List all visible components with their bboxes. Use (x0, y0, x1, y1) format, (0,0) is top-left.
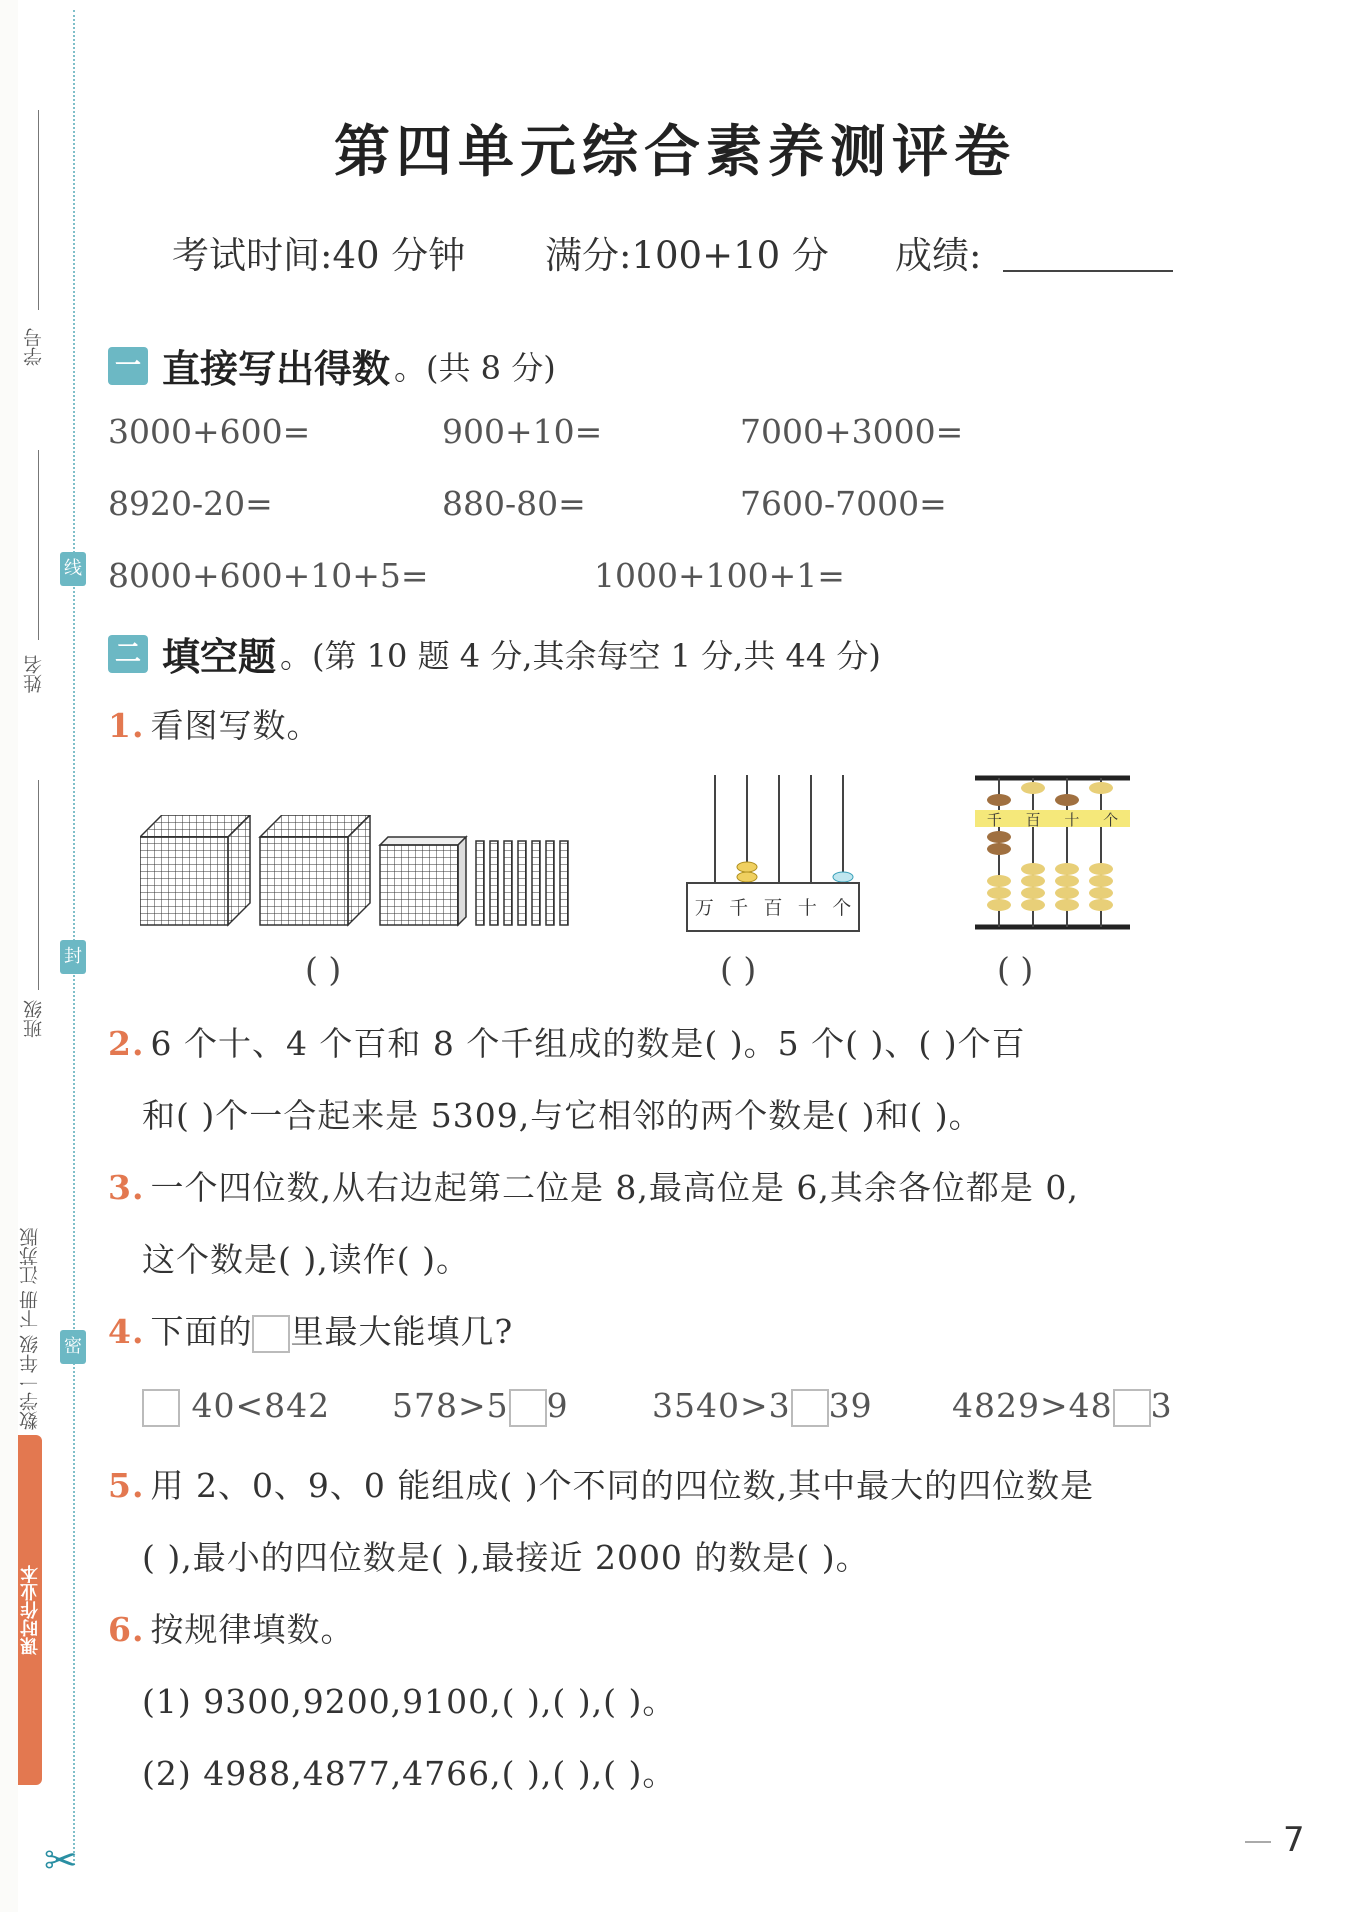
abacus (975, 775, 1130, 935)
q4-item-pre: 4829>48 (952, 1386, 1113, 1425)
answer-box[interactable] (142, 1389, 180, 1427)
question-1 (108, 700, 320, 747)
place-label: 千 (986, 811, 1002, 829)
series-name: 课时作业本 (20, 1565, 41, 1655)
place-label: 千 (729, 897, 749, 919)
section1-title: 直接写出得数 (162, 346, 391, 391)
scissors-icon: ✂ (44, 1838, 78, 1884)
name-line (38, 450, 39, 640)
question-5-line-2: ( ),最小的四位数是( ),最接近 2000 的数是( )。 (142, 1538, 870, 1577)
question-text: 按规律填数。 (150, 1610, 355, 1649)
place-label: 个 (1103, 811, 1119, 829)
calc-item: 7600-7000= (740, 484, 947, 523)
place-label: 百 (763, 897, 783, 919)
calc-item: 8920-20= (108, 484, 273, 523)
q4-item (652, 1386, 873, 1427)
answer-box[interactable] (509, 1389, 547, 1427)
place-label: 万 (694, 897, 714, 919)
calc-item: 1000+100+1= (594, 556, 845, 595)
calc-item: 7000+3000= (740, 412, 964, 451)
calc-item: 3000+600= (108, 412, 311, 451)
question-text: 里最大能填几? (290, 1312, 514, 1351)
section2-number: 二 (108, 635, 148, 673)
question-number: 4. (108, 1312, 145, 1351)
thousand-cube (140, 815, 250, 925)
base-ten-blocks (140, 815, 580, 935)
question-number: 3. (108, 1168, 145, 1207)
seal-word-line: 线 (60, 552, 86, 586)
counting-frame (685, 775, 865, 935)
answer-box[interactable] (791, 1389, 829, 1427)
question-text: 下面的 (150, 1312, 253, 1351)
class-label: 班级 (23, 1000, 45, 1038)
q4-item-post: 40<842 (191, 1386, 331, 1425)
question-3-line-2: 这个数是( ),读作( )。 (142, 1240, 470, 1279)
question-3-line-1 (108, 1162, 1079, 1209)
page-number: 7 (1245, 1820, 1305, 1860)
section1-heading (108, 338, 556, 393)
bead (833, 872, 853, 882)
place-label: 十 (797, 897, 817, 919)
score-blank[interactable] (1003, 270, 1173, 272)
question-number: 6. (108, 1610, 145, 1649)
q4-item-post: 9 (546, 1386, 569, 1425)
question-2-line-2: 和( )个一合起来是 5309,与它相邻的两个数是( )和( )。 (142, 1096, 983, 1135)
page-title: 第四单元综合素养测评卷 (334, 119, 1016, 185)
seal-word-secret: 密 (60, 1330, 86, 1364)
answer-blank[interactable]: ( ) (997, 950, 1034, 989)
answer-blank[interactable]: ( ) (720, 950, 757, 989)
question-text: 6 个十、4 个百和 8 个千组成的数是( )。5 个( )、( )个百 (150, 1024, 1026, 1063)
question-number: 2. (108, 1024, 145, 1063)
question-text: 看图写数。 (150, 706, 321, 745)
q4-item (952, 1386, 1173, 1427)
sample-box (252, 1315, 290, 1353)
q4-item-pre: 3540>3 (652, 1386, 791, 1425)
q4-item (392, 1386, 569, 1427)
question-4 (108, 1306, 513, 1353)
q4-item-post: 3 (1150, 1386, 1173, 1425)
question-6-part-1: (1) 9300,9200,9100,( ),( ),( )。 (142, 1682, 677, 1721)
answer-blank[interactable]: ( ) (305, 950, 342, 989)
question-6 (108, 1604, 354, 1651)
bead (737, 872, 757, 882)
class-line (38, 780, 39, 990)
section2-heading (108, 626, 881, 681)
question-text: 一个四位数,从右边起第二位是 8,最高位是 6,其余各位都是 0, (150, 1168, 1079, 1207)
thousand-cube (260, 815, 370, 925)
place-label: 百 (1025, 811, 1041, 829)
section1-number: 一 (108, 347, 148, 385)
calc-item: 900+10= (442, 412, 603, 451)
name-label: 姓名 (23, 655, 45, 693)
ten-rods (476, 841, 568, 925)
full-score: 满分:100+10 分 (545, 234, 829, 277)
question-text: 用 2、0、9、0 能组成( )个不同的四位数,其中最大的四位数是 (150, 1466, 1095, 1505)
q4-item (142, 1386, 330, 1427)
exam-time: 考试时间:40 分钟 (172, 234, 466, 277)
abacus-labels (975, 809, 1130, 830)
question-5-line-1 (108, 1460, 1094, 1507)
q4-item-post: 39 (828, 1386, 873, 1425)
question-2-line-1 (108, 1018, 1026, 1065)
calc-item: 880-80= (442, 484, 586, 523)
calc-item: 8000+600+10+5= (108, 556, 429, 595)
place-label: 个 (832, 897, 852, 919)
bead (737, 862, 757, 872)
hundred-flat (380, 837, 466, 925)
counting-frame-labels (687, 893, 859, 920)
answer-box[interactable] (1113, 1389, 1151, 1427)
book-info: 数学一年级 下册 江苏版 (19, 1227, 41, 1430)
seal-word-seal: 封 (60, 940, 86, 974)
section2-title: 填空题 (162, 634, 277, 679)
question-number: 5. (108, 1466, 145, 1505)
section2-note: 。(第 10 题 4 分,其余每空 1 分,共 44 分) (280, 636, 881, 675)
question-6-part-2: (2) 4988,4877,4766,( ),( ),( )。 (142, 1754, 677, 1793)
cut-line (73, 10, 75, 1865)
student-id-label: 学号 (23, 328, 45, 366)
question-number: 1. (108, 706, 145, 745)
score-label: 成绩: (895, 234, 982, 277)
q4-item-pre: 578>5 (392, 1386, 509, 1425)
place-label: 十 (1064, 811, 1080, 829)
section1-note: 。(共 8 分) (394, 348, 556, 387)
abacus-frame (975, 775, 1130, 935)
